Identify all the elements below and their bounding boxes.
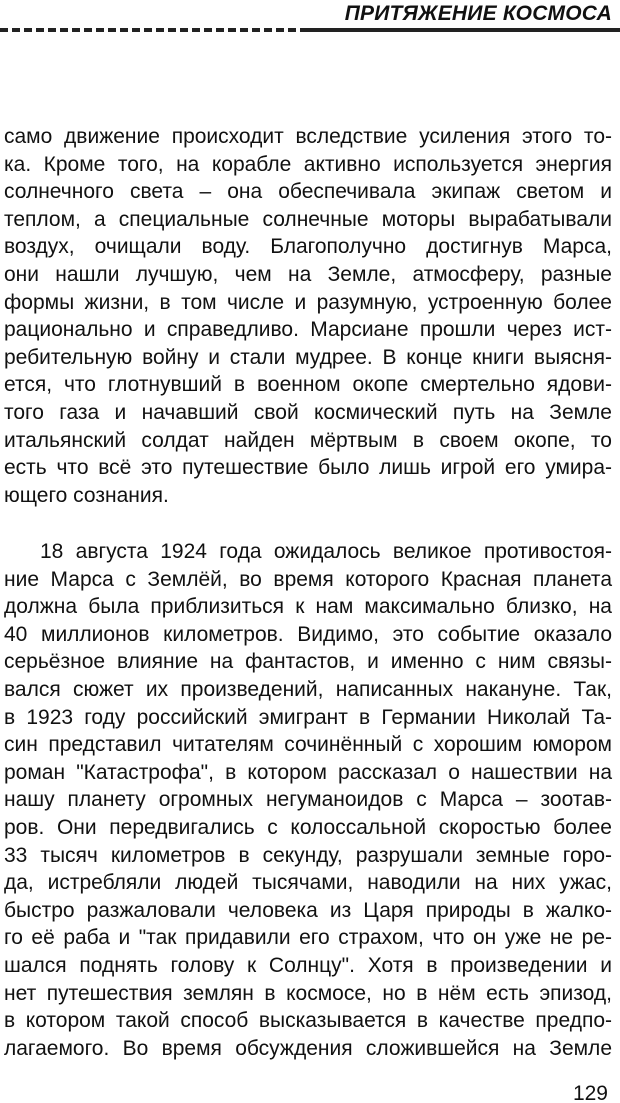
text-line: ние Марса с Землёй, во время которого Красная планета [4, 567, 612, 591]
page-number: 129 [572, 1082, 608, 1103]
text-line: нашу планету огромных негуманоидов с Марса – зоотав- [4, 788, 612, 812]
text-line: ющего сознания. [4, 483, 169, 507]
text-line: ребительную войну и стали мудрее. В конце книги выясня- [4, 345, 612, 369]
text-line: лагаемого. Во время обсуждения сложившейся на Земле [4, 1036, 612, 1060]
paragraph-1 [4, 123, 612, 509]
text-line: 40 миллионов километров. Видимо, это событие оказало [4, 622, 612, 646]
text-line: само движение происходит вследствие усиления этого то- [4, 125, 612, 148]
text-line: должна была приблизиться к нам максимально близко, на [4, 595, 612, 619]
text-line: в котором такой способ высказывается в качестве предпо- [4, 1009, 612, 1033]
text-line: ка. Кроме того, на корабле активно используется энергия [4, 152, 612, 176]
text-line: го её раба и "так придавили его страхом, что он уже не ре- [4, 926, 612, 950]
text-line: формы жизни, в том числе и разумную, устроенную более [4, 290, 612, 314]
text-line: син представил читателям сочинённый с хорошим юмором [4, 733, 612, 757]
text-line: роман "Катастрофа", в котором рассказал о нашествии на [4, 760, 612, 784]
text-line: ется, что глотнувший в военном окопе смертельно ядови- [4, 373, 612, 397]
text-line: воздух, очищали воду. Благополучно достигнув Марса, [4, 235, 612, 259]
text-line: ров. Они передвигались с колоссальной скоростью более [4, 815, 612, 839]
text-line: они нашли лучшую, чем на Земле, атмосферу, разные [4, 262, 612, 286]
text-line: 33 тысяч километров в секунду, разрушали земные горо- [4, 843, 612, 867]
text-line: серьёзное влияние на фантастов, и именно с ним связы- [4, 650, 612, 674]
text-line: рационально и справедливо. Марсиане прошли через ист- [4, 318, 612, 342]
text-line: 18 августа 1924 года ожидалось великое противостоя- [40, 540, 612, 563]
text-line: итальянский солдат найден мёртвым в своем окопе, то [4, 428, 612, 452]
running-title: ПРИТЯЖЕНИЕ КОСМОСА [344, 2, 612, 25]
text-line: шался поднять голову к Солнцу". Хотя в произведении и [4, 953, 612, 977]
paragraph-2 [4, 538, 612, 1062]
text-line: того газа и начавший свой космический путь на Земле [4, 400, 612, 424]
text-line: солнечного света – она обеспечивала экипаж светом и [4, 180, 612, 204]
text-line: вался сюжет их произведений, написанных накануне. Так, [4, 677, 612, 701]
header-rule-solid [305, 28, 620, 32]
text-line: есть что всё это путешествие было лишь игрой его умира- [4, 456, 612, 480]
text-line: да, истребляли людей тысячами, наводили на них ужас, [4, 871, 612, 895]
text-line: в 1923 году российский эмигрант в Германии Николай Та- [4, 705, 612, 729]
text-line: теплом, а специальные солнечные моторы вырабатывали [4, 207, 612, 231]
text-line: нет путешествия землян в космосе, но в нём есть эпизод, [4, 981, 612, 1005]
text-line: быстро разжаловали человека из Царя природы в жалко- [4, 898, 612, 922]
